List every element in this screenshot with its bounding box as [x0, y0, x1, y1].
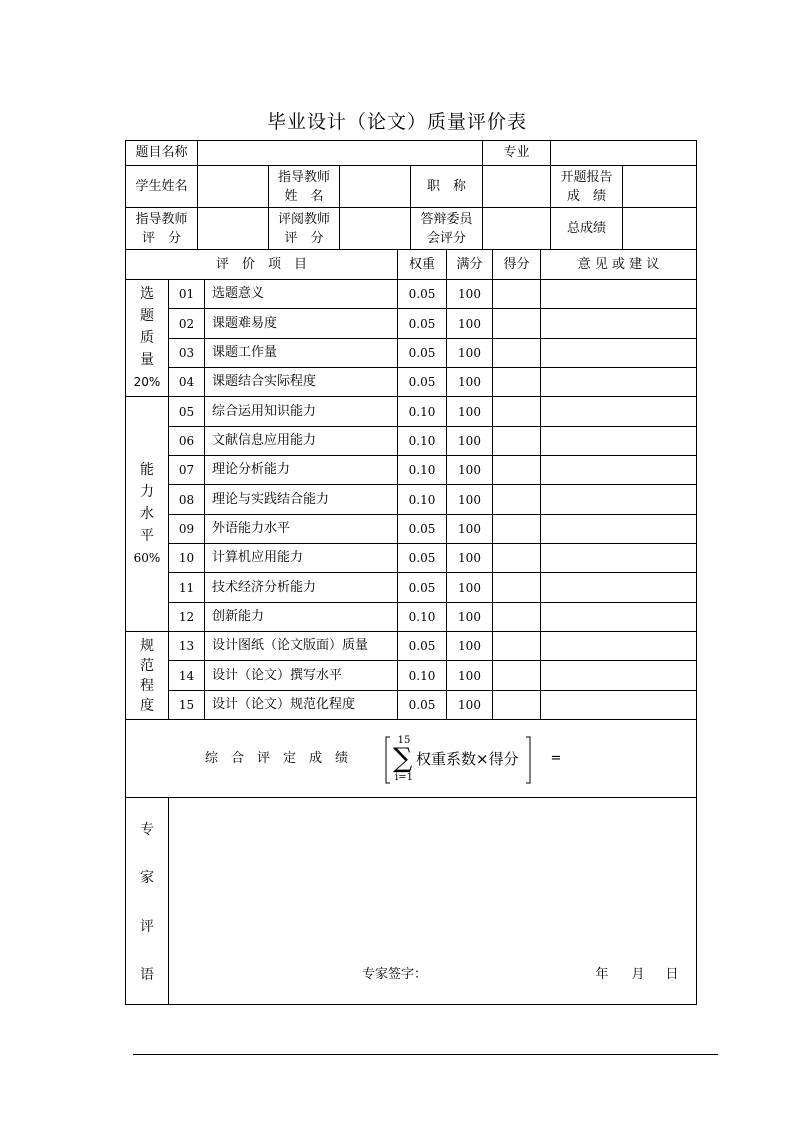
column-header-item: 评 价 项 目 — [215, 256, 307, 272]
item-comment-field[interactable] — [541, 691, 696, 719]
item-number: 08 — [178, 492, 195, 507]
reviewer-score-label — [269, 208, 339, 249]
item-score-field[interactable] — [493, 632, 540, 660]
item-number: 05 — [178, 404, 195, 419]
item-number: 01 — [178, 287, 195, 301]
item-number: 02 — [178, 316, 195, 331]
item-name: 创新能力 — [212, 609, 265, 624]
item-number: 12 — [178, 610, 195, 624]
group-char: 度 — [140, 697, 154, 714]
topic-field[interactable] — [198, 141, 482, 165]
item-comment-field[interactable] — [541, 280, 696, 308]
equals-sign: = — [550, 751, 562, 766]
proposal-score-field[interactable] — [623, 166, 696, 207]
item-score-field[interactable] — [493, 309, 540, 338]
item-comment-field[interactable] — [541, 573, 696, 602]
item-number: 09 — [178, 522, 195, 536]
item-full-score: 100 — [458, 316, 481, 331]
expert-comment-field[interactable] — [169, 798, 696, 958]
expert-char: 家 — [140, 870, 154, 887]
column-header-score: 得分 — [503, 256, 530, 272]
group-char: 程 — [140, 677, 154, 694]
item-full-score: 100 — [458, 522, 481, 536]
item-score-field[interactable] — [493, 485, 540, 514]
sum-upper-limit: 15 — [397, 735, 411, 746]
item-full-score: 100 — [458, 404, 481, 419]
item-comment-field[interactable] — [541, 339, 696, 367]
item-weight: 0.05 — [408, 316, 436, 331]
total-score-field[interactable] — [623, 208, 696, 249]
item-comment-field[interactable] — [541, 368, 696, 396]
item-name: 理论分析能力 — [212, 462, 291, 477]
item-name: 外语能力水平 — [212, 521, 291, 536]
item-name: 设计图纸（论文版面）质量 — [212, 638, 369, 653]
item-score-field[interactable] — [493, 280, 540, 308]
summary-result-field[interactable] — [566, 748, 686, 770]
group-percent: 60% — [133, 551, 161, 565]
formula-text: 权重系数×得分 — [416, 750, 519, 768]
item-weight: 0.10 — [408, 434, 436, 448]
item-weight: 0.05 — [408, 287, 436, 301]
item-score-field[interactable] — [493, 661, 540, 690]
item-comment-field[interactable] — [541, 427, 696, 455]
item-number: 15 — [178, 698, 195, 712]
sum-lower-limit: i=1 — [395, 772, 413, 783]
group-char: 量 — [140, 352, 154, 368]
item-number: 06 — [178, 434, 195, 448]
item-comment-field[interactable] — [541, 661, 696, 690]
item-full-score: 100 — [458, 463, 481, 477]
item-full-score: 100 — [458, 287, 481, 301]
item-score-field[interactable] — [493, 573, 540, 602]
group-char: 水 — [140, 506, 154, 522]
column-header-comment: 意 见 或 建 议 — [577, 256, 660, 272]
item-name: 选题意义 — [212, 286, 265, 301]
committee-score-label-line2: 会评分 — [426, 230, 466, 246]
group-char: 能 — [140, 462, 154, 478]
professional-title-label: 职 称 — [426, 178, 466, 194]
item-score-field[interactable] — [493, 368, 540, 396]
item-number: 13 — [178, 639, 195, 653]
item-score-field[interactable] — [493, 339, 540, 367]
item-name: 理论与实践结合能力 — [212, 491, 330, 507]
item-full-score: 100 — [458, 492, 481, 507]
page-title: 毕业设计（论文）质量评价表 — [266, 111, 527, 133]
item-name: 计算机应用能力 — [212, 550, 304, 565]
reviewer-score-label-line2: 评 分 — [284, 230, 324, 246]
date-day-label: 日 — [665, 967, 679, 982]
item-comment-field[interactable] — [541, 309, 696, 338]
item-weight: 0.10 — [408, 610, 436, 624]
expert-char: 评 — [140, 918, 154, 935]
advisor-score-field[interactable] — [198, 208, 268, 249]
total-score-label: 总成绩 — [566, 220, 606, 236]
proposal-score-label-line2: 成 绩 — [566, 188, 606, 204]
date-year-label: 年 — [595, 967, 609, 982]
item-name: 设计（论文）撰写水平 — [212, 667, 343, 683]
item-full-score: 100 — [458, 551, 481, 565]
professional-title-field[interactable] — [483, 166, 550, 207]
committee-score-field[interactable] — [483, 208, 550, 249]
item-weight: 0.10 — [408, 404, 436, 419]
group-char: 范 — [140, 657, 154, 674]
student-name-field[interactable] — [198, 166, 268, 207]
committee-score-label-line1: 答辩委员 — [420, 211, 473, 227]
proposal-score-label — [551, 166, 622, 207]
item-weight: 0.10 — [408, 492, 436, 507]
advisor-name-field[interactable] — [340, 166, 410, 207]
item-name: 技术经济分析能力 — [212, 579, 317, 595]
item-number: 10 — [178, 551, 195, 565]
item-number: 11 — [178, 580, 195, 595]
item-comment-field[interactable] — [541, 632, 696, 660]
summary-label: 综 合 评 定 成 绩 — [205, 751, 349, 766]
item-score-field[interactable] — [493, 603, 540, 631]
group-percent: 20% — [133, 375, 161, 389]
advisor-name-label-line2: 姓 名 — [284, 188, 324, 204]
group-char: 平 — [140, 528, 154, 544]
item-comment-field[interactable] — [541, 515, 696, 543]
item-name: 设计（论文）规范化程度 — [212, 697, 356, 712]
group-char: 质 — [140, 330, 154, 346]
date-month-label: 月 — [631, 967, 645, 982]
item-name: 文献信息应用能力 — [212, 433, 317, 448]
item-score-field[interactable] — [493, 544, 540, 572]
proposal-score-label-line1: 开题报告 — [560, 169, 613, 185]
item-score-field[interactable] — [493, 456, 540, 484]
item-score-field[interactable] — [493, 691, 540, 719]
item-weight: 0.05 — [408, 375, 436, 389]
item-full-score: 100 — [458, 698, 481, 712]
advisor-name-label-line1: 指导教师 — [277, 169, 330, 185]
item-full-score: 100 — [458, 610, 481, 624]
item-weight: 0.10 — [408, 668, 436, 683]
group-topic-quality — [126, 280, 168, 396]
committee-score-label — [411, 208, 482, 249]
expert-signature-label: 专家签字： — [362, 967, 428, 982]
item-weight: 0.05 — [408, 522, 436, 536]
group-ability-level — [126, 397, 168, 631]
item-number: 07 — [178, 463, 195, 477]
expert-char: 语 — [140, 966, 154, 983]
group-char: 题 — [140, 308, 154, 324]
item-comment-field[interactable] — [541, 397, 696, 426]
column-header-full-score: 满分 — [456, 256, 483, 272]
student-name-label: 学生姓名 — [135, 178, 188, 194]
item-weight: 0.10 — [408, 463, 436, 477]
item-number: 04 — [178, 375, 195, 389]
item-full-score: 100 — [458, 668, 481, 683]
item-score-field[interactable] — [493, 427, 540, 455]
item-comment-field[interactable] — [541, 485, 696, 514]
footer-divider — [133, 1054, 718, 1055]
item-number: 14 — [178, 668, 195, 683]
expert-comment-label — [126, 820, 168, 985]
item-full-score: 100 — [458, 346, 481, 360]
column-header-weight: 权重 — [408, 256, 435, 272]
expert-char: 专 — [140, 822, 154, 838]
advisor-score-label-line1: 指导教师 — [135, 211, 188, 227]
item-name: 课题工作量 — [212, 345, 278, 360]
item-weight: 0.05 — [408, 698, 436, 712]
group-char: 选 — [140, 286, 154, 302]
item-weight: 0.05 — [408, 346, 436, 360]
item-full-score: 100 — [458, 434, 481, 448]
item-comment-field[interactable] — [541, 603, 696, 631]
item-full-score: 100 — [458, 639, 481, 653]
item-comment-field[interactable] — [541, 456, 696, 484]
advisor-score-label — [126, 208, 197, 249]
group-standardization — [126, 632, 168, 719]
item-name: 综合运用知识能力 — [212, 403, 317, 419]
reviewer-score-field[interactable] — [340, 208, 410, 249]
item-weight: 0.05 — [408, 639, 436, 653]
group-char: 规 — [140, 637, 154, 654]
group-char: 力 — [140, 484, 154, 500]
major-label: 专业 — [503, 145, 530, 160]
reviewer-score-label-line1: 评阅教师 — [277, 211, 330, 227]
item-full-score: 100 — [458, 375, 481, 389]
item-score-field[interactable] — [493, 515, 540, 543]
item-score-field[interactable] — [493, 397, 540, 426]
expert-signature-field[interactable] — [442, 964, 582, 986]
advisor-score-label-line2: 评 分 — [141, 230, 181, 246]
topic-label: 题目名称 — [135, 145, 188, 160]
sigma-icon: ∑ — [393, 743, 413, 774]
advisor-name-label — [269, 166, 339, 207]
item-full-score: 100 — [458, 580, 481, 595]
item-weight: 0.05 — [408, 580, 436, 595]
item-weight: 0.05 — [408, 551, 436, 565]
major-field[interactable] — [551, 141, 696, 165]
item-comment-field[interactable] — [541, 544, 696, 572]
item-name: 课题难易度 — [212, 315, 278, 331]
item-number: 03 — [178, 346, 195, 360]
item-name: 课题结合实际程度 — [212, 374, 317, 389]
